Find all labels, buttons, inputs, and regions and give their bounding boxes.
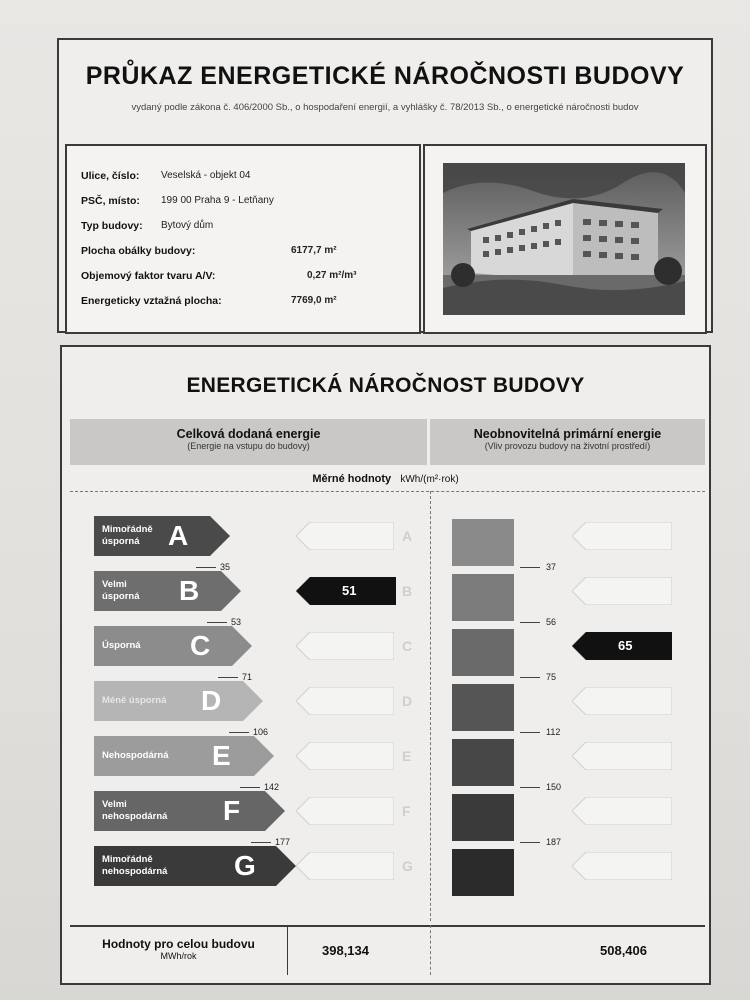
primary-energy-value-marker-text: 65 <box>618 638 633 653</box>
left-ghost-letter-a: A <box>402 528 413 544</box>
left-threshold-value: 53 <box>231 617 242 627</box>
primary-energy-bar-c <box>452 629 514 676</box>
right-ghost-marker-f <box>572 797 672 825</box>
right-threshold-value: 187 <box>546 837 562 847</box>
page-subtitle: vydaný podle zákona č. 406/2000 Sb., o hospodaření energií, a vyhlášky č. 78/2013 Sb., o energetické náročnosti budov <box>131 102 639 113</box>
left-ghost-letter-d: D <box>402 693 413 709</box>
delivered-energy-value-marker <box>296 577 396 605</box>
right-threshold-tick <box>520 732 540 733</box>
primary-energy-bar-e <box>452 739 514 786</box>
left-threshold-tick <box>251 842 271 843</box>
right-threshold-tick <box>520 622 540 623</box>
ref-area-value: 7769,0 m² <box>291 295 337 306</box>
left-threshold-tick <box>229 732 249 733</box>
class-band-d <box>94 681 263 721</box>
right-threshold-value: 56 <box>546 617 557 627</box>
right-threshold-tick <box>520 567 540 568</box>
right-threshold-value: 150 <box>546 782 562 792</box>
left-threshold-tick <box>240 787 260 788</box>
class-band-g <box>94 846 296 886</box>
left-threshold-value: 106 <box>253 727 269 737</box>
class-label-a: Mimořádně úsporná <box>102 524 153 547</box>
left-threshold-value: 35 <box>220 562 231 572</box>
left-ghost-marker-a <box>296 522 394 550</box>
psc-value: 199 00 Praha 9 - Letňany <box>161 195 274 206</box>
left-ghost-marker-f <box>296 797 394 825</box>
area-label: Plocha obálky budovy: <box>81 245 196 257</box>
left-ghost-letter-b: B <box>402 583 413 599</box>
factor-label: Objemový faktor tvaru A/V: <box>81 270 216 282</box>
class-label-f: Velmi nehospodárná <box>102 799 168 822</box>
left-ghost-marker-d <box>296 687 394 715</box>
left-ghost-letter-e: E <box>402 748 412 764</box>
factor-value: 0,27 m²/m³ <box>307 270 357 281</box>
class-letter-a: A <box>168 520 189 551</box>
right-threshold-tick <box>520 787 540 788</box>
left-threshold-value: 177 <box>275 837 291 847</box>
rating-section-title: ENERGETICKÁ NÁROČNOST BUDOVY <box>186 374 585 397</box>
right-ghost-marker-e <box>572 742 672 770</box>
left-threshold-value: 71 <box>242 672 253 682</box>
left-total: 398,134 <box>322 943 369 958</box>
left-threshold-value: 142 <box>264 782 280 792</box>
right-threshold-tick <box>520 842 540 843</box>
right-total: 508,406 <box>600 943 647 958</box>
page-title: PRŮKAZ ENERGETICKÉ NÁROČNOSTI BUDOVY <box>85 62 685 90</box>
right-threshold-value: 37 <box>546 562 557 572</box>
delivered-energy-value-marker-text: 51 <box>342 583 357 598</box>
class-letter-d: D <box>201 685 222 716</box>
class-letter-b: B <box>179 575 200 606</box>
area-value: 6177,7 m² <box>291 245 337 256</box>
right-subheading: (Vliv provozu budovy na životní prostředí) <box>484 441 651 451</box>
class-label-e: Nehospodárná <box>102 750 169 761</box>
left-ghost-marker-g <box>296 852 394 880</box>
merne-unit: kWh/(m²·rok) <box>400 474 459 485</box>
primary-energy-bar-d <box>452 684 514 731</box>
right-threshold-tick <box>520 677 540 678</box>
street-value: Veselská - objekt 04 <box>161 170 251 181</box>
class-band-a <box>94 516 230 556</box>
right-ghost-marker-g <box>572 852 672 880</box>
left-ghost-letter-c: C <box>402 638 413 654</box>
primary-energy-bar-f <box>452 794 514 841</box>
class-label-d: Méně úsporná <box>102 695 167 706</box>
left-threshold-tick <box>207 622 227 623</box>
left-ghost-marker-c <box>296 632 394 660</box>
class-band-b <box>94 571 241 611</box>
right-threshold-value: 75 <box>546 672 557 682</box>
class-letter-g: G <box>234 850 256 881</box>
left-ghost-letter-f: F <box>402 803 411 819</box>
type-label: Typ budovy: <box>81 220 143 232</box>
left-threshold-tick <box>218 677 238 678</box>
right-ghost-marker-a <box>572 522 672 550</box>
right-heading: Neobnovitelná primární energie <box>473 427 662 441</box>
primary-energy-value-marker <box>572 632 672 660</box>
primary-energy-bar-b <box>452 574 514 621</box>
class-band-e <box>94 736 274 776</box>
class-letter-e: E <box>212 740 231 771</box>
footer-unit: MWh/rok <box>160 951 197 961</box>
class-band-c <box>94 626 252 666</box>
left-heading: Celková dodaná energie <box>176 427 321 441</box>
left-ghost-letter-g: G <box>402 858 413 874</box>
footer-label: Hodnoty pro celou budovu <box>102 937 255 951</box>
type-value: Bytový dům <box>161 220 214 231</box>
ref-area-label: Energeticky vztažná plocha: <box>81 295 222 307</box>
left-threshold-tick <box>196 567 216 568</box>
psc-label: PSČ, místo: <box>81 195 140 207</box>
right-ghost-marker-d <box>572 687 672 715</box>
class-band-f <box>94 791 285 831</box>
street-label: Ulice, číslo: <box>81 170 140 182</box>
merne-label: Měrné hodnoty <box>312 473 392 485</box>
right-ghost-marker-b <box>572 577 672 605</box>
class-letter-f: F <box>223 795 241 826</box>
left-subheading: (Energie na vstupu do budovy) <box>187 441 310 451</box>
class-label-g: Mimořádně nehospodárná <box>102 854 168 877</box>
left-ghost-marker-e <box>296 742 394 770</box>
primary-energy-bar-g <box>452 849 514 896</box>
right-threshold-value: 112 <box>546 727 561 737</box>
class-letter-c: C <box>190 630 211 661</box>
class-label-b: Velmi úsporná <box>102 579 140 602</box>
primary-energy-bar-a <box>452 519 514 566</box>
class-label-c: Úsporná <box>102 640 141 651</box>
